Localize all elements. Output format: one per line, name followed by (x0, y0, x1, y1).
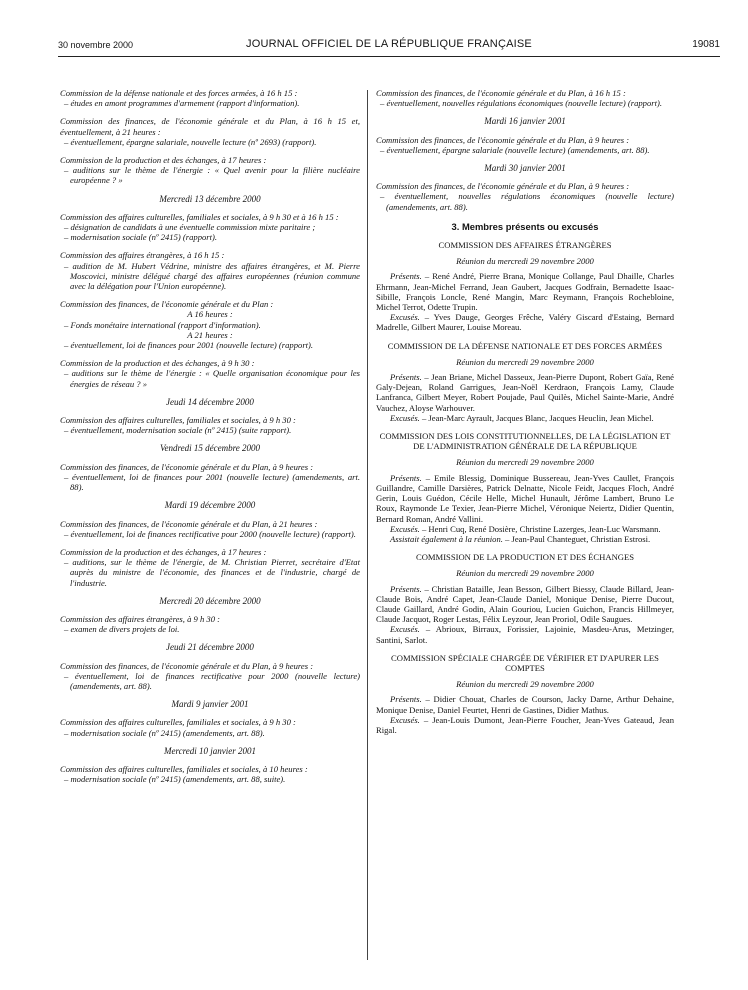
attendance-paragraph (376, 413, 674, 423)
header-rule (58, 56, 720, 57)
attendance-paragraph (376, 715, 674, 735)
attendance-names: – Christian Bataille, Jean Besson, Gilbert Biessy, Claude Billard, Jean-Claude Bois, André Capet, Jean-Claude Daniel, Monique Denise, Pierre Ducout, Claude Gaillard, André Godin, Alain Gouriou, Lucien Guichon, Francis Hillmeyer, Claude Jacquot, Roger Lestas, Félix Leyzour, Jean Proriol, Odile Saugues. (376, 583, 674, 625)
agenda-item: – éventuellement, épargne salariale, nouvelle lecture (nº 2693) (rapport). (64, 136, 317, 147)
attendance-label: Excusés. (390, 624, 420, 635)
attendance-names: – Jean-Marc Ayrault, Jacques Blanc, Jacques Heuclin, Jean Michel. (419, 412, 654, 423)
attendance-paragraph (376, 271, 674, 312)
header-date: 30 novembre 2000 (58, 40, 134, 50)
attendance-paragraph (376, 534, 674, 544)
attendance-label: Présents. (390, 583, 422, 594)
attendance-paragraph (376, 312, 674, 332)
date-heading: Mardi 19 décembre 2000 (164, 500, 256, 511)
attendance-paragraph (376, 473, 674, 524)
agenda-item: – éventuellement, loi de finances rectificative pour 2000 (nouvelle lecture) (amendements, art. 88). (64, 670, 360, 691)
agenda-block (60, 250, 360, 291)
agenda-item: – modernisation sociale (nº 2415) (rapport). (64, 232, 218, 243)
meeting-date: Réunion du mercredi 29 novembre 2000 (456, 568, 594, 579)
agenda-item: – examen de divers projets de loi. (64, 624, 180, 635)
date-heading: Mercredi 13 décembre 2000 (159, 193, 261, 204)
agenda-block (60, 299, 360, 350)
commission-title: Commission des finances, de l'économie générale et du Plan : (60, 299, 274, 310)
date-heading: Mardi 16 janvier 2001 (484, 116, 566, 127)
commission-attendance (376, 552, 674, 645)
agenda-item: – études en amont programmes d'armement (rapport d'information). (64, 98, 300, 109)
date-heading: Mercredi 20 décembre 2000 (159, 595, 261, 606)
date-heading: Mardi 30 janvier 2001 (484, 163, 566, 174)
commission-name: COMMISSION DES LOIS CONSTITUTIONNELLES, DE LA LÉGISLATION ET DE L'ADMINISTRATION GÉNÉRALE DE LA RÉPUBLIQUE (379, 431, 671, 452)
attendance-label: Présents. (390, 271, 422, 282)
agenda-item: – éventuellement, loi de finances rectificative pour 2000 (nouvelle lecture) (rapport). (64, 528, 356, 539)
attendance-paragraph (376, 694, 674, 714)
attendance-names: – Abrioux, Birraux, Forissier, Lajoinie, Masdeu-Arus, Metzinger, Santini, Sarlot. (376, 624, 674, 645)
commission-title: Commission des affaires culturelles, familiales et sociales, à 9 h 30 et à 16 h 15 : (60, 211, 339, 222)
agenda-item: – modernisation sociale (nº 2415) (amendements, art. 88). (64, 727, 265, 738)
commission-title: Commission des finances, de l'économie générale et du Plan, à 16 h 15 et, éventuellement, à 21 heures : (60, 116, 360, 137)
attendance-label: Excusés. (390, 412, 420, 423)
page-header (58, 38, 720, 54)
agenda-block (60, 717, 360, 737)
attendance-label: Assistait également à la réunion. (390, 533, 503, 544)
agenda-item: – éventuellement, loi de finances pour 2001 (nouvelle lecture) (amendements, art. 88). (64, 471, 360, 493)
attendance-label: Excusés. (390, 714, 420, 725)
agenda-block (60, 415, 360, 435)
meeting-date: Réunion du mercredi 29 novembre 2000 (456, 256, 594, 267)
commission-title: Commission des affaires culturelles, familiales et sociales, à 10 heures : (60, 763, 308, 774)
commission-title: Commission de la production et des échanges, à 17 heures : (60, 155, 267, 166)
attendance-names: – Jean Briane, Michel Dasseux, Jean-Pierre Dupont, Robert Gaïa, René Galy-Dejean, Roland Garrigues, Jean-Noël Kerdraon, François Lamy, Claude Lanfranca, Gilbert Meyer, Robert Poujade, Paul Quilès, Michel Sainte-Marie, André Vauchez, Aloyse Warhouver. (376, 372, 674, 413)
commission-title: Commission de la défense nationale et des forces armées, à 16 h 15 : (60, 88, 298, 98)
agenda-block (60, 116, 360, 147)
attendance-names: – Jean-Louis Dumont, Jean-Pierre Foucher, Jean-Yves Gateaud, Jean Rigal. (376, 714, 674, 735)
commission-title: Commission des affaires étrangères, à 16 h 15 : (60, 250, 225, 261)
commission-attendance (376, 240, 674, 333)
attendance-label: Présents. (390, 694, 422, 705)
attendance-paragraph (376, 584, 674, 625)
meeting-date: Réunion du mercredi 29 novembre 2000 (456, 679, 594, 690)
agenda-item: – audition de M. Hubert Védrine, ministre des affaires étrangères, et M. Pierre Moscovici, ministre délégué chargé des affaires européennes (réunion commune avec la délégation pour l'Union européenne). (64, 260, 360, 292)
agenda-block (60, 88, 360, 108)
agenda-item: – éventuellement, nouvelles régulations économiques (nouvelle lecture) (rapport). (380, 98, 662, 109)
agenda-block (60, 155, 360, 186)
attendance-names: – Jean-Paul Chanteguet, Christian Estrosi. (502, 533, 651, 544)
attendance-label: Excusés. (390, 312, 420, 323)
attendance-names: – Didier Chouat, Charles de Courson, Jacky Darne, Arthur Dehaine, Monique Denise, Daniel Feurtet, Henri de Gastines, Didier Mathus. (376, 694, 674, 715)
attendance-label: Excusés. (390, 523, 420, 534)
agenda-item: – Fonds monétaire international (rapport d'information). (64, 319, 261, 330)
agenda-block (376, 135, 674, 155)
date-heading: Vendredi 15 décembre 2000 (159, 443, 261, 454)
commission-title: Commission des finances, de l'économie générale et du Plan, à 9 heures : (376, 181, 630, 192)
commission-attendance (376, 341, 674, 423)
date-heading: Mardi 9 janvier 2001 (171, 699, 249, 710)
journal-title: JOURNAL OFFICIEL DE LA RÉPUBLIQUE FRANÇAISE (246, 38, 532, 50)
agenda-item: – éventuellement, modernisation sociale (nº 2415) (suite rapport). (64, 425, 292, 436)
time-subheading: A 16 heures : (187, 309, 233, 320)
column-divider (367, 90, 368, 960)
agenda-block (60, 661, 360, 692)
commission-attendance (376, 653, 674, 735)
commission-title: Commission des finances, de l'économie générale et du Plan, à 16 h 15 : (376, 88, 626, 98)
date-heading: Jeudi 14 décembre 2000 (166, 396, 254, 407)
commission-title: Commission des finances, de l'économie générale et du Plan, à 9 heures : (376, 134, 630, 145)
time-subheading: A 21 heures : (187, 329, 233, 340)
commission-title: Commission des affaires culturelles, familiales et sociales, à 9 h 30 : (60, 717, 296, 728)
agenda-block (60, 212, 360, 243)
attendance-paragraph (376, 372, 674, 413)
left-column (60, 88, 360, 792)
agenda-item: – modernisation sociale (nº 2415) (amendements, art. 88, suite). (64, 774, 286, 785)
commission-name: COMMISSION DE LA PRODUCTION ET DES ÉCHANGES (415, 552, 635, 563)
attendance-names: – Yves Dauge, Georges Frêche, Valéry Giscard d'Estaing, Bernard Madrelle, Gilbert Maurer, Louise Moreau. (376, 312, 674, 333)
commission-attendance (376, 431, 674, 544)
attendance-paragraph (376, 524, 674, 534)
agenda-block (376, 88, 674, 108)
attendance-label: Présents. (390, 472, 422, 483)
attendance-paragraph (376, 624, 674, 644)
attendance-names: – Emile Blessig, Dominique Bussereau, Jean-Yves Caullet, François Guillandre, Camille Darsières, Patrick Delnatte, Nicole Feidt, Jacques Floch, André Gerin, Louis Guédon, Cécile Helle, Michel Hunault, Jérôme Lambert, Bruno Le Roux, Raymonde Le Texier, Jean-Pierre Michel, Véronique Neiertz, Didier Quentin, Bernard Roman, André Vallini. (376, 472, 674, 524)
agenda-block (60, 462, 360, 493)
agenda-item: – désignation de candidats à une éventuelle commission mixte paritaire ; (64, 222, 316, 233)
agenda-block (60, 519, 360, 539)
section-heading: 3. Membres présents ou excusés (451, 220, 599, 232)
attendance-names: – René André, Pierre Brana, Monique Collange, Paul Dhaille, Charles Ehrmann, Jean-Michel Ferrand, Jean Gaubert, Jacques Godfrain, Bernadette Isaac-Sibille, François Loncle, René Mangin, Marc Reymann, François Rochebloine, Michel Terrot, Odette Trupin. (376, 271, 674, 313)
meeting-date: Réunion du mercredi 29 novembre 2000 (456, 457, 594, 468)
commission-title: Commission de la production et des échanges, à 17 heures : (60, 546, 267, 557)
attendance-label: Présents. (390, 372, 422, 383)
commission-name: COMMISSION DE LA DÉFENSE NATIONALE ET DES FORCES ARMÉES (387, 340, 663, 351)
right-column (376, 88, 674, 743)
agenda-item: – éventuellement, nouvelles régulations économiques (nouvelle lecture) (amendements, art. 88). (380, 191, 674, 212)
agenda-block (376, 181, 674, 212)
page-number: 19081 (692, 39, 720, 50)
commission-title: Commission des finances, de l'économie générale et du Plan, à 21 heures : (60, 518, 318, 529)
agenda-item: – éventuellement, loi de finances pour 2001 (nouvelle lecture) (rapport). (64, 340, 314, 351)
commission-title: Commission de la production et des échanges, à 9 h 30 : (60, 358, 255, 369)
agenda-block (60, 614, 360, 634)
agenda-item: – auditions sur le thème de l'énergie : « Quelle organisation économique pour les énergies de réseau ? » (64, 368, 360, 389)
agenda-block (60, 547, 360, 588)
commission-title: Commission des finances, de l'économie générale et du Plan, à 9 heures : (60, 461, 314, 472)
agenda-item: – éventuellement, épargne salariale (nouvelle lecture) (amendements, art. 88). (380, 144, 650, 155)
commission-title: Commission des affaires étrangères, à 9 h 30 : (60, 613, 221, 624)
attendance-names: – Henri Cuq, René Dosière, Christine Lazerges, Jean-Luc Warsmann. (419, 523, 661, 534)
commission-title: Commission des finances, de l'économie générale et du Plan, à 9 heures : (60, 660, 314, 671)
agenda-item: – auditions, sur le thème de l'énergie, de M. Christian Pierret, secrétaire d'Etat auprès du ministre de l'économie, des finances et de l'industrie, chargé de l'industrie. (64, 557, 360, 588)
date-heading: Mercredi 10 janvier 2001 (163, 745, 257, 756)
meeting-date: Réunion du mercredi 29 novembre 2000 (456, 356, 594, 367)
commission-title: Commission des affaires culturelles, familiales et sociales, à 9 h 30 : (60, 415, 296, 426)
agenda-item: – auditions sur le thème de l'énergie : « Quel avenir pour la filière nucléaire européenne ? » (64, 165, 360, 186)
date-heading: Jeudi 21 décembre 2000 (166, 642, 254, 653)
agenda-block (60, 764, 360, 784)
agenda-block (60, 358, 360, 389)
commission-name: COMMISSION SPÉCIALE CHARGÉE DE VÉRIFIER ET D'APURER LES COMPTES (391, 652, 659, 673)
commission-name: COMMISSION DES AFFAIRES ÉTRANGÈRES (438, 240, 612, 251)
